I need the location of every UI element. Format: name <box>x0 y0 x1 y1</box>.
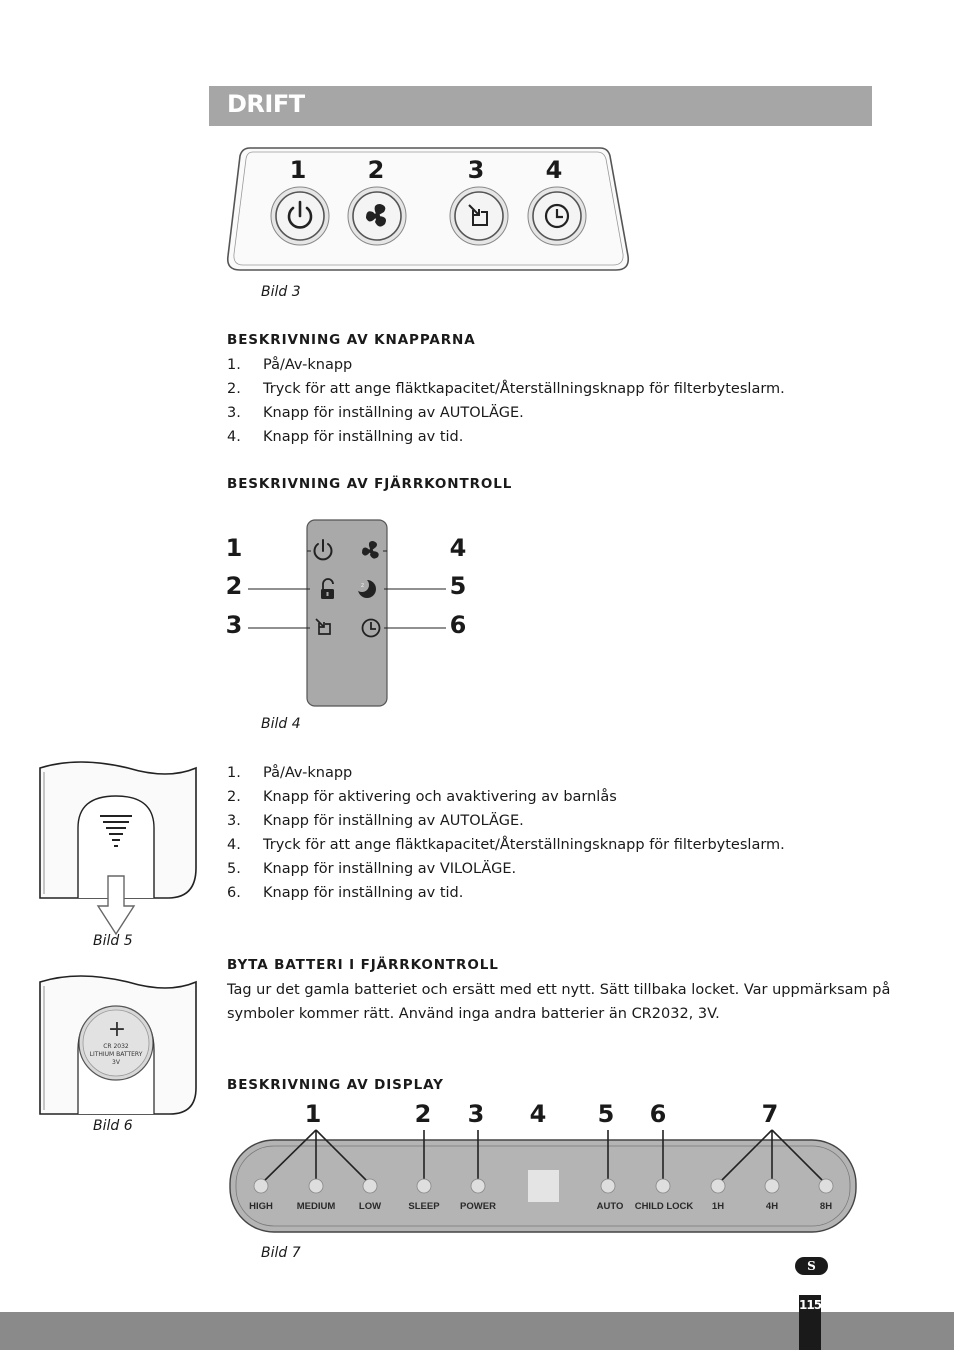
battery-label: CR 2032 LITHIUM BATTERY 3V <box>89 1043 143 1066</box>
label-low: LOW <box>358 1201 382 1212</box>
figure-caption-bild5: Bild 5 <box>93 933 133 949</box>
battery-instructions-line-2: symboler kommer rätt. Använd inga andra batterier än CR2032, 3V. <box>227 1006 720 1022</box>
indicator-medium <box>309 1179 323 1193</box>
label-1h: 1H <box>711 1201 725 1212</box>
battery-plus-symbol: + <box>107 1017 127 1042</box>
list-item: 1. På/Av-knapp <box>227 357 353 373</box>
language-badge: S <box>795 1257 828 1275</box>
remote-control-figure <box>240 514 450 712</box>
section-title-bar <box>209 86 872 126</box>
indicator-child-lock <box>656 1179 670 1193</box>
display-number-1: 1 <box>304 1100 322 1128</box>
buttons-description-list <box>227 353 867 449</box>
display-number-3: 3 <box>467 1100 485 1128</box>
battery-instructions-line-1: Tag ur det gamla batteriet och ersätt med ett nytt. Sätt tillbaka locket. Var uppmärksam på <box>227 982 891 998</box>
list-item: 5. Knapp för inställning av VILOLÄGE. <box>227 861 517 877</box>
panel-number-2: 2 <box>367 156 385 184</box>
label-power: POWER <box>460 1201 496 1212</box>
section-heading-display: BESKRIVNING AV DISPLAY <box>227 1077 444 1093</box>
panel-number-3: 3 <box>467 156 485 184</box>
list-item: 4. Knapp för inställning av tid. <box>227 429 464 445</box>
remote-number-6: 6 <box>449 611 467 639</box>
display-panel-figure <box>228 1126 860 1236</box>
label-high: HIGH <box>249 1201 273 1212</box>
display-number-4: 4 <box>529 1100 547 1128</box>
list-item: 4. Tryck för att ange fläktkapacitet/Återställningsknapp för filterbyteslarm. <box>227 837 785 853</box>
display-number-6: 6 <box>649 1100 667 1128</box>
label-4h: 4H <box>765 1201 779 1212</box>
battery-cover-figure <box>38 758 198 938</box>
figure-caption-bild4: Bild 4 <box>261 716 301 732</box>
list-item: 3. Knapp för inställning av AUTOLÄGE. <box>227 405 524 421</box>
list-item: 3. Knapp för inställning av AUTOLÄGE. <box>227 813 524 829</box>
display-screen <box>528 1170 559 1202</box>
label-auto: AUTO <box>596 1201 624 1212</box>
display-number-7: 7 <box>761 1100 779 1128</box>
remote-number-4: 4 <box>449 534 467 562</box>
svg-text:z: z <box>361 582 365 589</box>
section-heading-battery: BYTA BATTERI I FJÄRRKONTROLL <box>227 957 499 973</box>
indicator-sleep <box>417 1179 431 1193</box>
remote-description-list <box>227 761 867 905</box>
indicator-low <box>363 1179 377 1193</box>
figure-caption-bild7: Bild 7 <box>261 1245 301 1261</box>
list-item: 2. Knapp för aktivering och avaktivering av barnlås <box>227 789 617 805</box>
label-child-lock: CHILD LOCK <box>634 1201 694 1212</box>
list-item: 2. Tryck för att ange fläktkapacitet/Återställningsknapp för filterbyteslarm. <box>227 381 785 397</box>
indicator-auto <box>601 1179 615 1193</box>
remote-number-5: 5 <box>449 572 467 600</box>
section-heading-remote: BESKRIVNING AV FJÄRRKONTROLL <box>227 476 513 492</box>
indicator-power <box>471 1179 485 1193</box>
indicator-8h <box>819 1179 833 1193</box>
figure-caption-bild6: Bild 6 <box>93 1118 133 1134</box>
label-medium: MEDIUM <box>296 1201 336 1212</box>
remote-number-2: 2 <box>225 572 243 600</box>
list-item: 1. På/Av-knapp <box>227 765 353 781</box>
page-number: 115 <box>799 1298 822 1312</box>
display-number-5: 5 <box>597 1100 615 1128</box>
page-title: DRIFT <box>227 90 305 118</box>
indicator-1h <box>711 1179 725 1193</box>
remote-number-3: 3 <box>225 611 243 639</box>
remote-number-1: 1 <box>225 534 243 562</box>
figure-caption-bild3: Bild 3 <box>261 284 301 300</box>
display-number-2: 2 <box>414 1100 432 1128</box>
list-item: 6. Knapp för inställning av tid. <box>227 885 464 901</box>
panel-number-4: 4 <box>545 156 563 184</box>
label-sleep: SLEEP <box>408 1201 440 1212</box>
indicator-high <box>254 1179 268 1193</box>
label-8h: 8H <box>819 1201 833 1212</box>
section-heading-buttons: BESKRIVNING AV KNAPPARNA <box>227 332 476 348</box>
panel-number-1: 1 <box>289 156 307 184</box>
indicator-4h <box>765 1179 779 1193</box>
